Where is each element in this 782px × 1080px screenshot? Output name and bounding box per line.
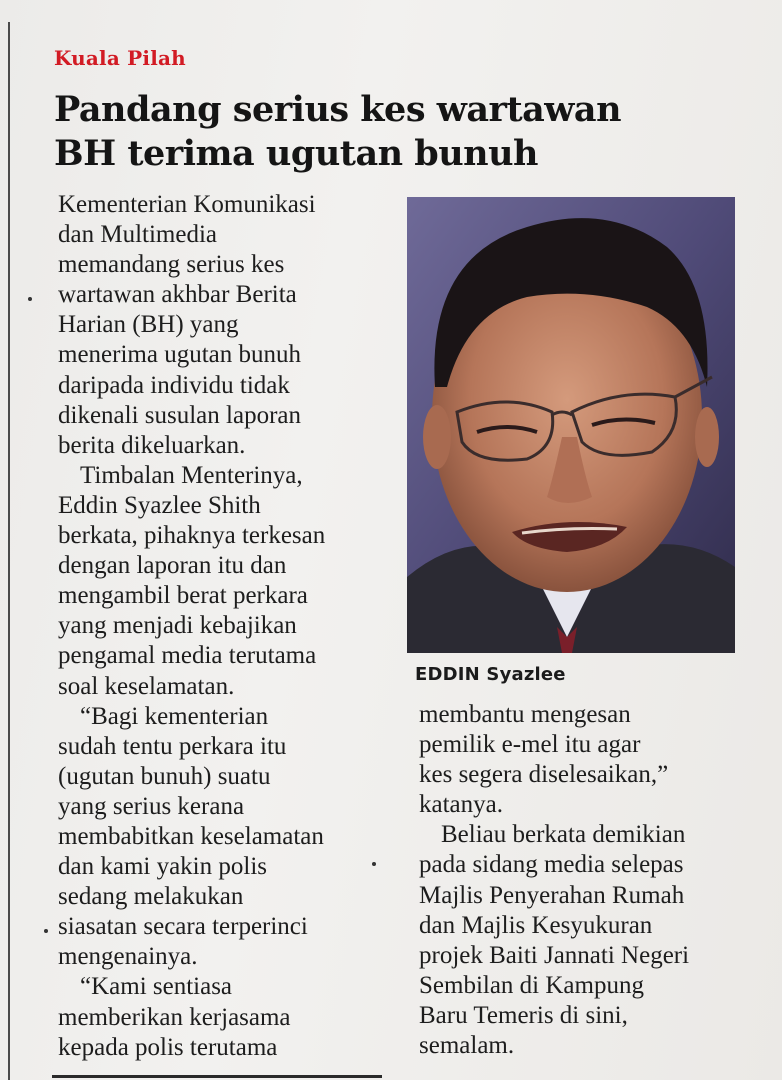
print-speck [28,297,32,301]
body-line: semalam. [419,1032,515,1060]
body-line: yang serius kerana [58,792,245,820]
body-line: dan Majlis Kesyukuran [419,911,653,939]
body-line: Kementerian Komunikasi [58,191,316,218]
body-line: katanya. [419,791,503,819]
body-line: Eddin Syazlee Shith [58,491,261,519]
body-line: Baru Temeris di sini, [419,1001,628,1029]
body-line: sedang melakukan [58,883,244,911]
body-line: dikenali susulan laporan [58,401,301,429]
body-line: membabitkan keselamatan [58,822,324,850]
body-line: memberikan kerjasama [58,1003,291,1031]
body-line: “Kami sentiasa [80,973,233,1001]
body-line: “Bagi kementerian [80,702,269,730]
body-line: pemilik e-mel itu agar [419,731,641,759]
body-line: (ugutan bunuh) suatu [58,762,271,790]
body-line: dengan laporan itu dan [58,552,287,580]
body-line: berita dikeluarkan. [58,431,246,459]
body-line: Beliau berkata demikian [441,821,686,849]
print-speck [44,929,48,933]
body-line: kepada polis terutama [58,1033,278,1061]
body-line: pengamal media terutama [58,642,317,670]
body-line: Timbalan Menterinya, [80,461,303,489]
photo-caption: EDDIN Syazlee [415,664,566,685]
body-line: wartawan akhbar Berita [58,281,297,309]
headline-line: BH terima ugutan bunuh [54,133,539,174]
body-line: mengenainya. [58,943,198,971]
portrait-illustration [407,197,735,653]
body-line: mengambil berat perkara [58,582,308,610]
body-line: membantu mengesan [419,701,631,728]
body-line: siasatan secara terperinci [58,913,308,941]
body-line: Majlis Penyerahan Rumah [419,881,685,909]
body-line: menerima ugutan bunuh [58,341,301,369]
body-line: berkata, pihaknya terkesan [58,522,326,550]
portrait-photo [407,197,735,653]
body-line: yang menjadi kebajikan [58,612,297,640]
location-kicker: Kuala Pilah [54,46,186,70]
body-line: sudah tentu perkara itu [58,732,287,760]
body-line: pada sidang media selepas [419,851,684,879]
body-line: dan Multimedia [58,221,217,249]
article-body-left [58,190,398,1063]
body-line: kes segera diselesaikan,” [419,761,669,789]
body-line: projek Baiti Jannati Negeri [419,941,690,969]
body-line: daripada individu tidak [58,371,290,399]
left-column-rule [8,22,10,1080]
body-line: Sembilan di Kampung [419,971,644,999]
body-line: soal keselamatan. [58,672,235,700]
body-line: dan kami yakin polis [58,853,267,881]
article-body-right [419,700,759,1061]
bottom-rule [52,1075,382,1078]
headline-line: Pandang serius kes wartawan [54,89,622,130]
body-line: memandang serius kes [58,251,285,279]
headline [54,88,754,176]
body-line: Harian (BH) yang [58,311,239,339]
